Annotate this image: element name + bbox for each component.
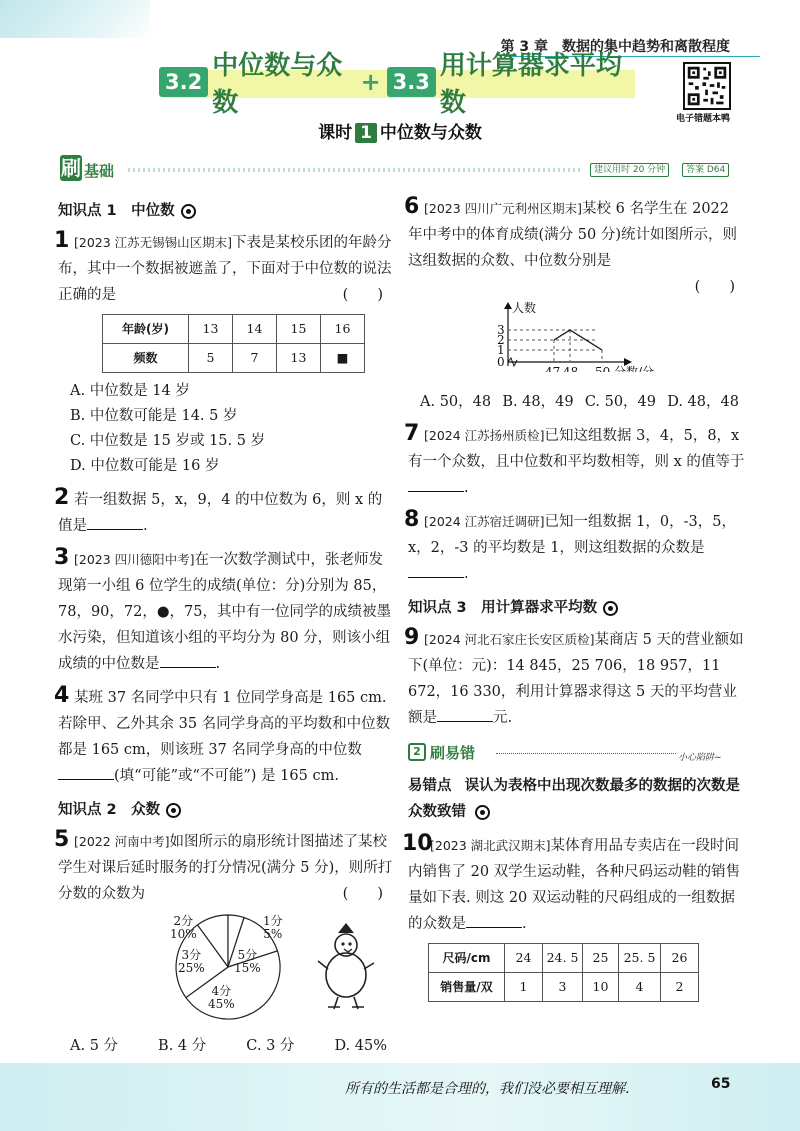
- table-cell: 1: [505, 973, 543, 1002]
- page-number: 65: [711, 1076, 731, 1092]
- table-cell: 2: [661, 973, 699, 1002]
- question-number: 5: [54, 827, 70, 852]
- error-point: [408, 773, 745, 825]
- question-source: [2023 江苏无锡锡山区期末]: [74, 235, 233, 250]
- question-7: [404, 421, 745, 501]
- corner-decoration: [0, 0, 150, 38]
- question-text: 某体育用品专卖店在一段时间内销售了 20 双学生运动鞋，各种尺码运动鞋的销售量如下表. 则这 20 双运动鞋的尺码组成的一组数据的众数是: [408, 838, 741, 932]
- table-cell: 24. 5: [543, 944, 583, 973]
- question-text: 若一组数据 5，x，9，4 的中位数为 6，则 x 的值是: [58, 492, 383, 534]
- knowledge-point-2-label: 知识点 2 众数: [58, 802, 161, 818]
- question-text: 某班 37 名同学中只有 1 位同学身高是 165 cm. 若除甲、乙外其余 35 名同学身高的平均数和中位数都是 165 cm，则该班 37 名同学身高的中位数: [58, 690, 391, 758]
- option-b[interactable]: B. 48，49: [502, 394, 574, 410]
- knowledge-point-1: [58, 198, 393, 224]
- question-5: [54, 827, 393, 1059]
- target-icon: [603, 601, 618, 616]
- question-end: .: [522, 916, 527, 932]
- table-cell: 销售量/双: [429, 973, 505, 1002]
- title-section-number-2: 3.3: [387, 67, 436, 97]
- option-c[interactable]: C. 3 分: [246, 1038, 295, 1054]
- question-text: 下表是某校乐团的年龄分布，其中一个数据被遮盖了，下面对于中位数的说法正确的是: [58, 235, 392, 303]
- lesson-title: [0, 118, 800, 143]
- answer-blank[interactable]: [87, 514, 143, 530]
- table-cell: 5: [189, 344, 233, 373]
- question-source: [2024 江苏扬州质检]: [424, 428, 545, 443]
- answer-blank[interactable]: [160, 652, 216, 668]
- option-a[interactable]: A. 50，48: [420, 394, 492, 410]
- question-text: 如图所示的扇形统计图描述了某校学生对课后延时服务的打分情况(满分 5 分)，则所打分数的众数为: [58, 834, 393, 902]
- lesson-number: 1: [355, 123, 377, 143]
- pie-label-2: 2分 10%: [170, 914, 197, 941]
- answer-blank[interactable]: [408, 562, 464, 578]
- answer-blank[interactable]: [58, 764, 114, 780]
- mistake-note: 小心陷阱~: [678, 753, 722, 763]
- table-cell: 10: [583, 973, 619, 1002]
- y-tick-0: 0: [497, 355, 505, 369]
- table-cell: 13: [189, 315, 233, 344]
- knowledge-point-3-label: 知识点 3 用计算器求平均数: [408, 600, 598, 616]
- table-cell: 25: [583, 944, 619, 973]
- pie-chart-svg: [58, 909, 393, 1029]
- target-icon: [475, 805, 490, 820]
- question-source: [2022 河南中考]: [74, 834, 170, 849]
- table-cell: 13: [277, 344, 321, 373]
- question-end: (填“可能”或“不可能”) 是 165 cm.: [114, 768, 339, 784]
- question-text: 某商店 5 天的营业额如下(单位：元)：14 845，25 706，18 957，11 672，16 330，利用计算器求得这 5 天的平均营业额是: [408, 632, 744, 726]
- suggested-time-tag: 建议用时 20 分钟: [590, 163, 669, 177]
- question-number: 1: [54, 228, 70, 253]
- right-column: [402, 194, 745, 1010]
- question-number: 9: [404, 625, 420, 650]
- options-row: [408, 389, 745, 415]
- target-icon: [166, 803, 181, 818]
- section-brush-icon: 刷: [61, 156, 81, 180]
- question-2: [54, 485, 393, 539]
- lesson-name: 中位数与众数: [379, 123, 482, 143]
- title-text-1: 中位数与众数: [212, 51, 343, 118]
- table-cell: 16: [321, 315, 365, 344]
- question-end: .: [143, 518, 148, 534]
- option-c[interactable]: C. 中位数是 15 岁或 15. 5 岁: [70, 433, 266, 449]
- table-cell: 年龄(岁): [103, 315, 189, 344]
- line-chart: [408, 300, 745, 372]
- pie-label-5: 5分 15%: [234, 948, 261, 975]
- question-source: [2024 江苏宿迁调研]: [424, 514, 545, 529]
- option-d[interactable]: D. 48，48: [667, 394, 739, 410]
- error-point-text: 误认为表格中出现次数最多的数据的次数是众数致错: [408, 778, 741, 820]
- option-a[interactable]: A. 中位数是 14 岁: [70, 383, 190, 399]
- pie-chart: [58, 909, 393, 1029]
- table-cell: 7: [233, 344, 277, 373]
- answer-paren: ( ): [342, 287, 383, 303]
- question-text: 已知一组数据 1，0，-3，5，x，2，-3 的平均数是 1，则这组数据的众数是: [408, 514, 736, 556]
- pie-label-1: 1分 5%: [263, 914, 283, 941]
- question-text: 某校 6 名学生在 2022 年中考中的体育成绩(满分 50 分)统计如图所示，则这组数据的众数、中位数分别是: [408, 201, 737, 269]
- question-source: [2023 湖北武汉期末]: [430, 838, 551, 853]
- options-row: [58, 1033, 393, 1059]
- age-frequency-table: [102, 314, 365, 373]
- title-text-2: 用计算器求平均数: [439, 51, 622, 118]
- question-number: 6: [404, 194, 420, 219]
- x-tick-47: 47: [545, 365, 561, 372]
- y-tick-2: 2: [497, 333, 505, 347]
- qr-label: 电子错题本鸭: [676, 114, 731, 124]
- dotted-arrow: [496, 753, 676, 754]
- question-end: .: [464, 480, 469, 496]
- option-b[interactable]: B. 中位数可能是 14. 5 岁: [70, 408, 238, 424]
- question-3: [54, 545, 393, 677]
- error-point-label: 易错点: [408, 778, 452, 794]
- section-bar-basics: [60, 155, 740, 183]
- option-a[interactable]: A. 5 分: [70, 1038, 119, 1054]
- answer-paren: ( ): [342, 886, 383, 902]
- question-9: [404, 625, 745, 731]
- question-text: 在一次数学测试中，张老师发现第一小组 6 位学生的成绩(单位：分)分别为 85，78，90，72，●，75，其中有一位同学的成绩被墨水污染，但知道该小组的平均分为 80 分，则该小组成绩的中位数是: [58, 552, 391, 672]
- pie-label-3: 3分 25%: [178, 948, 205, 975]
- option-d[interactable]: D. 中位数可能是 16 岁: [70, 458, 220, 474]
- question-number: 2: [54, 485, 70, 510]
- answer-page-tag: 答案 D64: [682, 163, 729, 177]
- answer-paren: ( ): [694, 279, 735, 295]
- answer-blank[interactable]: [408, 476, 464, 492]
- question-number: 8: [404, 507, 420, 532]
- table-cell: 15: [277, 315, 321, 344]
- mistake-section-icon: 2: [408, 743, 426, 761]
- option-d[interactable]: D. 45%: [334, 1038, 387, 1054]
- chart-xlabel: 分数/分: [614, 365, 655, 372]
- left-column: [54, 196, 393, 1067]
- option-b[interactable]: B. 4 分: [158, 1038, 207, 1054]
- question-4: [54, 683, 393, 789]
- question-6: [404, 194, 745, 415]
- section-dotted-line: [128, 168, 583, 172]
- question-1: [54, 228, 393, 479]
- knowledge-point-2: [58, 797, 393, 823]
- qr-code-icon[interactable]: [683, 62, 731, 110]
- section-name: 基础: [84, 162, 115, 180]
- y-tick-1: 1: [497, 343, 505, 357]
- x-tick-50: 50: [595, 365, 611, 372]
- pie-label-4: 4分 45%: [208, 984, 235, 1011]
- target-icon: [181, 204, 196, 219]
- table-cell: 频数: [103, 344, 189, 373]
- mistake-section-name: 刷易错: [430, 744, 476, 762]
- chapter-header: 第 3 章 数据的集中趋势和离散程度: [500, 39, 730, 55]
- table-cell: 25. 5: [619, 944, 661, 973]
- knowledge-point-3: [408, 595, 745, 621]
- question-8: [404, 507, 745, 587]
- title-plus: +: [360, 68, 381, 96]
- answer-blank[interactable]: [437, 706, 493, 722]
- cartoon-bird-icon: [318, 923, 374, 1009]
- shoe-size-table: [428, 943, 699, 1002]
- answer-blank[interactable]: [466, 912, 522, 928]
- question-10: [402, 831, 745, 1002]
- question-source: [2023 四川德阳中考]: [74, 552, 195, 567]
- table-cell: 4: [619, 973, 661, 1002]
- table-cell: 尺码/cm: [429, 944, 505, 973]
- question-end: .: [215, 656, 221, 672]
- option-c[interactable]: C. 50，49: [584, 394, 657, 410]
- question-number: 4: [54, 683, 70, 708]
- question-number: 3: [54, 545, 70, 570]
- table-cell: 3: [543, 973, 583, 1002]
- question-number: 7: [404, 421, 420, 446]
- question-number: 10: [402, 831, 433, 856]
- knowledge-point-1-label: 知识点 1 中位数: [58, 203, 175, 219]
- title-section-number-1: 3.2: [159, 67, 208, 97]
- section-bar-mistakes: [408, 741, 745, 767]
- question-source: [2023 四川广元利州区期末]: [424, 201, 583, 216]
- y-tick-3: 3: [497, 323, 505, 337]
- table-cell: 24: [505, 944, 543, 973]
- question-text: 已知这组数据 3，4，5，8，x 有一个众数，且中位数和平均数相等，则 x 的值等于: [408, 428, 745, 470]
- question-end: .: [464, 566, 469, 582]
- table-cell: 26: [661, 944, 699, 973]
- table-cell-covered: ■: [321, 344, 365, 373]
- page-title: [155, 51, 635, 118]
- question-end: 元.: [493, 710, 513, 726]
- table-cell: 14: [233, 315, 277, 344]
- chart-ylabel: 人数: [512, 301, 537, 315]
- x-tick-48: 48: [563, 365, 579, 372]
- footer-motto: 所有的生活都是合理的，我们没必要相互理解.: [345, 1081, 630, 1097]
- question-source: [2024 河北石家庄长安区质检]: [424, 632, 595, 647]
- lesson-prefix: 课时: [318, 123, 353, 143]
